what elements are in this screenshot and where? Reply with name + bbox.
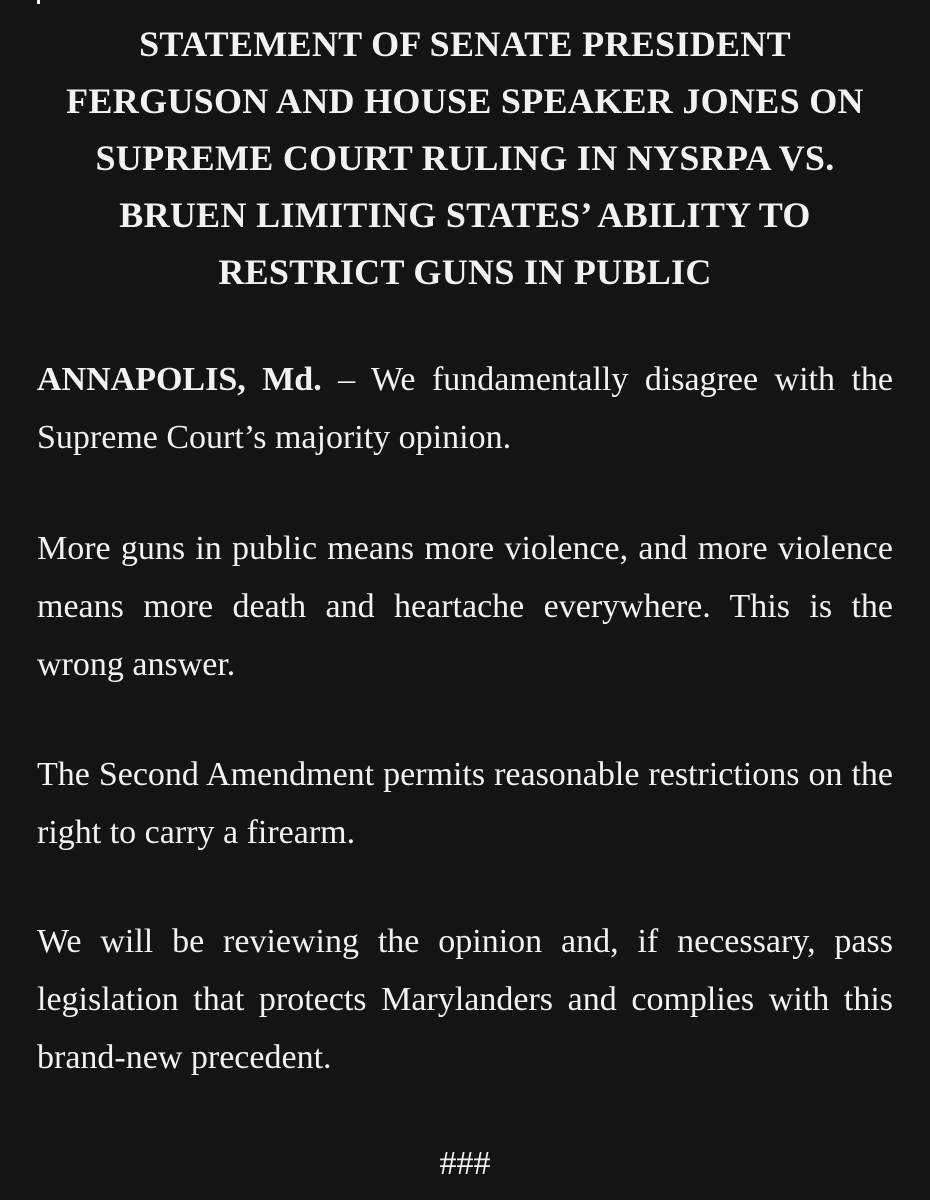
statement-title: STATEMENT OF SENATE PRESIDENT FERGUSON AND HOUSE SPEAKER JONES ON SUPREME COURT RULING IN NYSRPA VS. BRUEN LIMITING STATES’ ABILITY TO RESTRICT GUNS IN PUBLIC (66, 24, 864, 292)
paragraph-3: The Second Amendment permits reasonable restrictions on the right to carry a firearm. (37, 756, 893, 851)
paragraph-2: More guns in public means more violence, and more violence means more death and heartache everywhere. This is the wrong answer. (37, 530, 893, 683)
dateline-separator: – (321, 361, 372, 398)
opening-paragraph (37, 351, 893, 467)
end-mark: ### (439, 1145, 491, 1182)
paragraph-1-text: We fundamentally disagree with the Supreme Court’s majority opinion. (37, 361, 893, 456)
dateline: ANNAPOLIS, Md. (37, 361, 322, 398)
paragraph-4: We will be reviewing the opinion and, if necessary, pass legislation that protects Marylanders and complies with this brand-new precedent. (37, 923, 893, 1076)
corner-mark (37, 0, 40, 4)
